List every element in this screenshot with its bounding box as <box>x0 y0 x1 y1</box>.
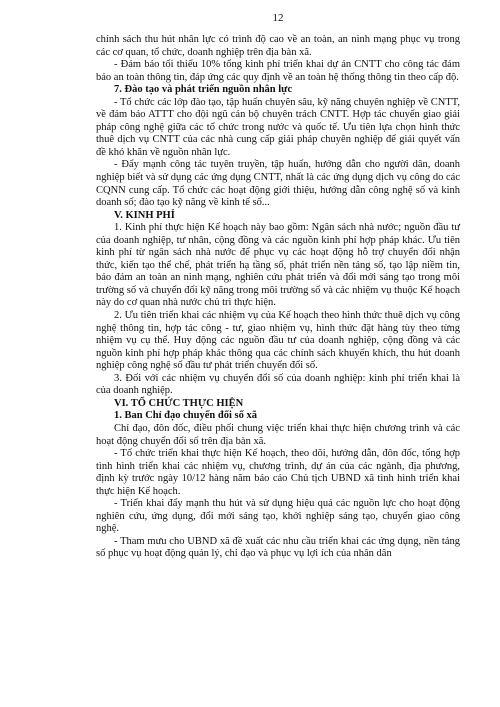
paragraph: - Đảm bảo tối thiểu 10% tổng kinh phí triển khai dự án CNTT cho công tác đảm bảo an toàn thông tin, đáp ứng các quy định về an toàn hệ thống thông tin theo cấp độ. <box>96 59 460 83</box>
paragraph: Chỉ đạo, đôn đốc, điều phối chung việc triển khai thực hiện chương trình và các hoạt động chuyển đổi số trên địa bàn xã. <box>96 422 460 447</box>
section-heading: 1. Ban Chỉ đạo chuyển đổi số xã <box>114 410 257 422</box>
document-body <box>96 34 460 561</box>
section-heading: V. KINH PHÍ <box>114 209 175 221</box>
paragraph: chính sách thu hút nhân lực có trình độ cao về an toàn, an ninh mạng phục vụ trong các cơ quan, tổ chức, doanh nghiệp trên địa bàn xã. <box>96 34 460 58</box>
paragraph: 3. Đối với các nhiệm vụ chuyển đổi số của doanh nghiệp: kinh phí triển khai là của doanh nghiệp. <box>96 372 460 397</box>
paragraph: - Tham mưu cho UBND xã đề xuất các nhu cầu triển khai các ứng dụng, nền tảng số phục vụ hoạt động quản lý, chỉ đạo và phục vụ lợi ích của nhân dân <box>96 535 460 560</box>
paragraph: - Triển khai đẩy mạnh thu hút và sử dụng hiệu quả các nguồn lực cho hoạt động nghiên cứu, ứng dụng, đổi mới sáng tạo, khởi nghiệp sáng tạo, chuyển giao công nghệ. <box>96 498 460 535</box>
section-heading: 7. Đào tạo và phát triển nguồn nhân lực <box>114 84 293 96</box>
paragraph: - Tổ chức triển khai thực hiện Kế hoạch, theo dõi, hướng dẫn, đôn đốc, tổng hợp tình hình triển khai các nhiệm vụ, chương trình, dự án của các ngành, địa phương, định kỳ trước ngày 10/12 hàng năm báo cáo Chủ tịch UBND xã tình hình triển khai thực hiện Kế hoạch. <box>96 448 460 497</box>
section-heading: VI. TỔ CHỨC THỰC HIỆN <box>114 397 244 409</box>
paragraph: - Đẩy mạnh công tác tuyên truyền, tập huấn, hướng dẫn cho người dân, doanh nghiệp biết và sử dụng các ứng dụng CNTT, nhất là các ứng dụng dịch vụ công do các CQNN cung cấp. Tổ chức các hoạt động giới thiệu, hướng dẫn công nghệ số và kinh doanh số; đào tạo kỹ năng về kinh tế số... <box>96 159 460 209</box>
page-number: 12 <box>272 12 284 24</box>
paragraph: 1. Kinh phí thực hiện Kế hoạch này bao gồm: Ngân sách nhà nước; nguồn đầu tư của doanh nghiệp, tư nhân, cộng đồng và các nguồn kinh phí hợp pháp khác. Ưu tiên kinh phí từ ngân sách nhà nước để phục vụ các hoạt động hỗ trợ chuyển đổi nhận thức, kiến tạo thể chế, phát triển hạ tầng số, phát triển nền tảng số, tạo lập niềm tin, bảo đảm an toàn an ninh mạng, nghiên cứu phát triển và đổi mới sáng tạo trong môi trường số và chuyển đổi kỹ năng trong môi trường số và các nhiệm vụ thuộc Kế hoạch này do cơ quan nhà nước chủ trì thực hiện. <box>96 222 460 309</box>
paragraph: - Tổ chức các lớp đào tạo, tập huấn chuyên sâu, kỹ năng chuyên nghiệp về CNTT, về đảm bảo ATTT cho đội ngũ cán bộ chuyên trách CNTT. Hợp tác chuyển giao giải pháp công nghệ giữa các tổ chức trong nước và quốc tế. Ưu tiên lựa chọn hình thức thuê dịch vụ CNTT của các nhà cung cấp giải pháp chuyên nghiệp để giải quyết vấn đề khó khăn về nguồn nhân lực. <box>96 96 460 158</box>
paragraph: 2. Ưu tiên triển khai các nhiệm vụ của Kế hoạch theo hình thức thuê dịch vụ công nghệ thông tin, hợp tác công - tư, giao nhiệm vụ, hình thức đặt hàng tùy theo từng nhiệm vụ cụ thể. Huy động các nguồn đầu tư của doanh nghiệp, cộng đồng và các nguồn kinh phí hợp pháp khác thông qua các chính sách khuyến khích, thu hút doanh nghiệp công nghệ số đầu tư phát triển chuyển đổi số. <box>96 310 460 372</box>
